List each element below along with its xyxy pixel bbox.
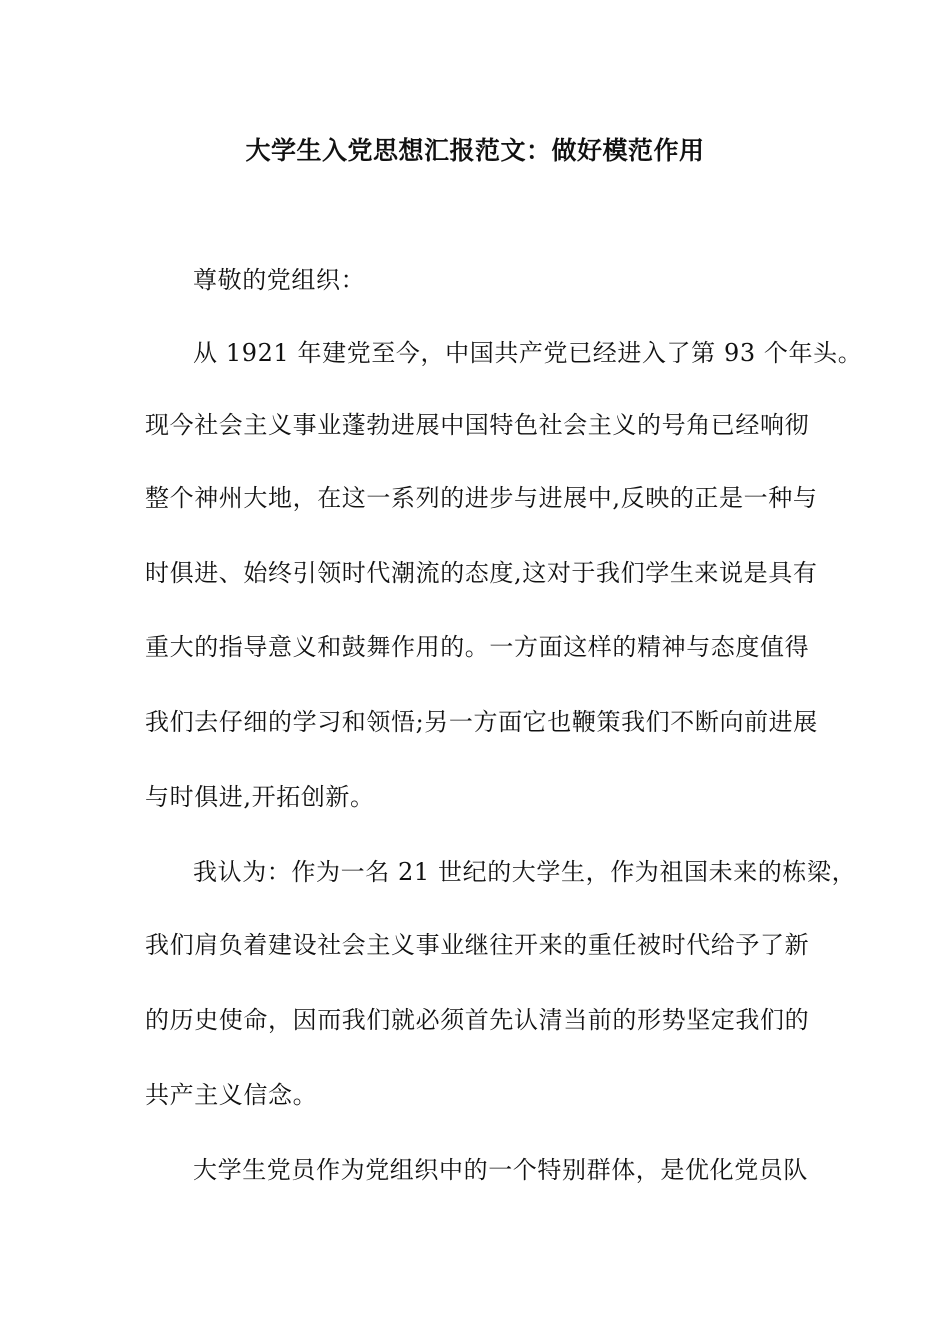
- document-title: 大学生入党思想汇报范文：做好模范作用: [245, 136, 705, 165]
- paragraph-1-line-2: 现今社会主义事业蓬勃进展中国特色社会主义的号角已经响彻: [145, 411, 810, 439]
- paragraph-1-line-3: 整个神州大地，在这一系列的进步与进展中,反映的正是一种与: [145, 484, 818, 512]
- paragraph-1-line-1: 从 1921 年建党至今，中国共产党已经进入了第 93 个年头。: [193, 339, 863, 367]
- paragraph-2-line-1: 我认为：作为一名 21 世纪的大学生，作为祖国未来的栋梁，: [193, 858, 857, 886]
- salutation-line: 尊敬的党组织：: [193, 266, 366, 294]
- paragraph-1-line-6: 我们去仔细的学习和领悟;另一方面它也鞭策我们不断向前进展: [145, 708, 818, 736]
- paragraph-2-line-3: 的历史使命，因而我们就必须首先认清当前的形势坚定我们的: [145, 1006, 810, 1034]
- paragraph-1-line-5: 重大的指导意义和鼓舞作用的。一方面这样的精神与态度值得: [145, 633, 810, 661]
- paragraph-2-line-2: 我们肩负着建设社会主义事业继往开来的重任被时代给予了新: [145, 931, 810, 959]
- paragraph-3-line-1: 大学生党员作为党组织中的一个特别群体，是优化党员队: [193, 1156, 808, 1184]
- paragraph-1-line-7: 与时俱进,开拓创新。: [145, 783, 375, 811]
- paragraph-2-line-4: 共产主义信念。: [145, 1081, 318, 1109]
- paragraph-1-line-4: 时俱进、始终引领时代潮流的态度,这对于我们学生来说是具有: [145, 559, 818, 587]
